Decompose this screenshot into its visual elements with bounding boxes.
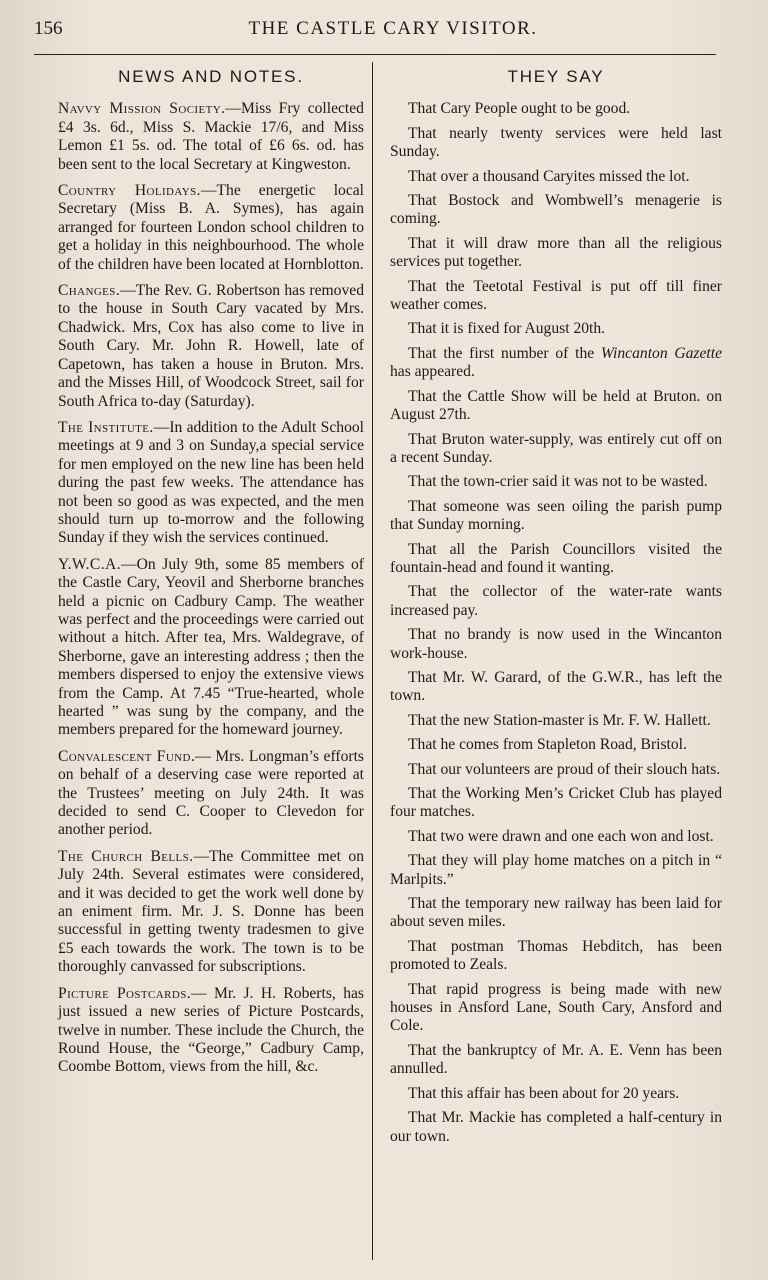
they-say-heading: THEY SAY <box>507 67 605 86</box>
news-item-text: —On July 9th, some 85 members of the Castle Cary, Yeovil and Sherborne branches held a picnic on Cadbury Camp. The weather was perfect and the proceedings were carried out without a hitch. After tea, Mrs. Waldegrave, of Sherborne, gave an interesting address ; then the members dispersed to enjoy the extensive views from the Camp. At 7.45 “True-hearted, whole hearted ” was sung by the company, and the members prepared for the homeward journey. <box>58 555 364 739</box>
news-item-lead: Y.W.C.A. <box>58 555 121 573</box>
news-and-notes-heading: NEWS AND NOTES. <box>118 67 304 86</box>
they-say-item-text: has appeared. <box>390 363 475 381</box>
they-say-item: That it is fixed for August 20th. <box>408 320 606 338</box>
they-say-item: That nearly twenty services were held last Sunday. <box>390 124 722 161</box>
they-say-item: That it will draw more than all the religious services put together. <box>390 234 722 271</box>
header-rule <box>34 54 716 55</box>
news-item-text: —The Committee met on July 24th. Several estimates were considered, and it was decided to get the work well done by an eniment firm. Mr. J. S. Donne has been successful in getting twenty tradesmen to give £5 each towards the work. The town is to be thoroughly canvassed for subscriptions. <box>58 847 364 976</box>
news-item <box>58 282 364 411</box>
news-item-text: —The Rev. G. Robertson has removed to the house in South Cary vacated by Mrs. Chadwick. Mrs, Cox has also come to live in South Cary. Mr. John R. Howell, late of Capetown, has taken a house in Bruton. Mrs. and the Misses Hill, of Woodcock Street, sail for South Africa to-day (Saturday). <box>58 282 364 410</box>
news-item <box>58 556 364 740</box>
they-say-item: That Cary People ought to be good. <box>408 100 631 118</box>
news-item <box>58 182 364 274</box>
news-item-text: —In addition to the Adult School meetings at 9 and 3 on Sunday,a special service for men employed on the new line has been held during the past few weeks. The attendance has not been so good as was expected, and the men should turn up to-morrow and the following Sunday if they wish the services continued. <box>58 418 364 547</box>
running-head <box>34 16 712 44</box>
news-item-lead: The Church Bells. <box>58 847 194 865</box>
they-say-item: That the temporary new railway has been laid for about seven miles. <box>390 895 722 931</box>
news-and-notes-column <box>58 64 364 1085</box>
page-number: 156 <box>34 18 63 39</box>
news-item-lead: Navvy Mission Society. <box>58 100 226 118</box>
they-say-item: That the Teetotal Festival is put off till finer weather comes. <box>390 277 722 314</box>
they-say-list <box>390 100 722 1146</box>
news-item <box>58 100 364 174</box>
they-say-item: That postman Thomas Hebditch, has been promoted to Zeals. <box>390 937 722 974</box>
news-item-text: —Miss Fry collected £4 3s. 6d., Miss S. Mackie 17/6, and Miss Lemon £1 5s. od. The total of £6 6s. od. has been sent to the local Secretary at Kingweston. <box>58 100 364 173</box>
news-item-lead: Changes. <box>58 282 121 300</box>
they-say-item-text: That the first number of the <box>408 344 601 362</box>
they-say-item: That the town-crier said it was not to be wasted. <box>408 473 708 491</box>
they-say-item: That the new Station-master is Mr. F. W. Hallett. <box>408 711 711 729</box>
news-item-lead: Convalescent Fund. <box>58 747 196 765</box>
they-say-item <box>390 345 722 382</box>
news-item-lead: Picture Postcards. <box>58 984 192 1002</box>
they-say-column <box>390 64 722 1152</box>
news-item-lead: The Institute. <box>58 418 154 436</box>
they-say-item: That someone was seen oiling the parish pump that Sunday morning. <box>390 497 722 534</box>
newspaper-title: Wincanton Gazette <box>600 344 723 362</box>
news-item-lead: Country Holidays. <box>58 182 201 200</box>
journal-title: THE CASTLE CARY VISITOR. <box>248 18 538 39</box>
they-say-item: That the bankruptcy of Mr. A. E. Venn has been annulled. <box>390 1041 722 1078</box>
news-item <box>58 419 364 548</box>
news-item <box>58 985 364 1077</box>
they-say-item: That Mr. Mackie has completed a half-century in our town. <box>390 1109 722 1145</box>
they-say-item: That Bruton water-supply, was entirely cut off on a recent Sunday. <box>390 430 722 466</box>
news-items-list <box>58 100 364 1076</box>
they-say-item: That no brandy is now used in the Wincanton work-house. <box>390 626 722 662</box>
news-item-text: —The energetic local Secretary (Miss B. A. Symes), has again arranged for fourteen London school children to get a holiday in this neighbourhood. The whole of the children have been located at Hornblotton. <box>58 182 365 273</box>
news-item <box>58 748 364 840</box>
they-say-item: That two were drawn and one each won and lost. <box>408 827 714 845</box>
they-say-item: That over a thousand Caryites missed the lot. <box>408 167 690 185</box>
news-item <box>58 848 364 977</box>
they-say-item: That Bostock and Wombwell’s menagerie is coming. <box>390 192 722 228</box>
they-say-item: That he comes from Stapleton Road, Bristol. <box>408 736 687 754</box>
they-say-item: That the Cattle Show will be held at Bruton. on August 27th. <box>390 387 722 424</box>
they-say-item: That they will play home matches on a pitch in “ Marlpits.” <box>390 852 722 888</box>
they-say-item: That the Working Men’s Cricket Club has played four matches. <box>390 785 722 821</box>
they-say-item: That rapid progress is being made with new houses in Ansford Lane, South Cary, Ansford and Cole. <box>390 980 722 1035</box>
they-say-item: That the collector of the water-rate wants increased pay. <box>390 583 722 619</box>
news-item-text: — Mr. J. H. Roberts, has just issued a new series of Picture Postcards, twelve in number. These include the Church, the Round House, the “George,” Cadbury Camp, Coombe Bottom, views from the hill, &c. <box>58 984 364 1076</box>
they-say-item: That Mr. W. Garard, of the G.W.R., has left the town. <box>390 668 722 705</box>
they-say-item: That this affair has been about for 20 years. <box>408 1084 680 1102</box>
they-say-item: That our volunteers are proud of their slouch hats. <box>408 760 721 778</box>
they-say-item: That all the Parish Councillors visited the fountain-head and found it wanting. <box>390 540 722 576</box>
news-item-text: — Mrs. Longman’s efforts on behalf of a deserving case were reported at the Trustees’ meeting on July 24th. It was decided to send C. Cooper to Clevedon for another period. <box>58 747 364 839</box>
column-divider <box>372 62 373 1260</box>
